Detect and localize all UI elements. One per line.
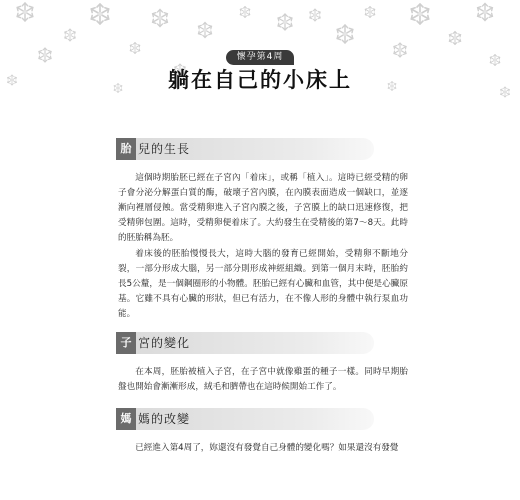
section-header-uterus-change [116,332,374,354]
paragraph: 在本周，胚胎被植入子宮，在子宮中就像雞蛋的種子一樣。同時早期胎盤也開始會漸漸形成，絨毛和臍帶也在這時候開始工作了。 [118,367,408,392]
page-title: 躺在自己的小床上 [168,68,352,92]
section-header-fetal-growth [116,138,374,160]
paragraph: 着床後的胚胎慢慢長大，這時大腦的發育已經開始，受精卵不斷地分裂，一部分形成大腦，另一部分則形成神經組織。到第一個月末時，胚胎約長5公釐，是一個鋼圈形的小物體。胚胎已經有心臟和血管，其中便是心臟原基。它雖不具有心臟的形狀，但已有活力，在不像人形的身體中執行泵血功能。 [118,249,408,319]
section-header-mother-change [116,408,374,430]
paragraph: 已經進入第4周了，妳還沒有發覺自己身體的變化嗎？如果還沒有發覺 [135,443,399,453]
section-title: 兒的生長 [138,142,191,156]
section-badge: 媽 [116,408,136,430]
week-tag: 懷孕第4周 [226,50,294,65]
section-badge: 子 [116,332,136,354]
paragraph: 這個時期胎胚已經在子宮內「着床」，或稱「植入」。這時已經受精的卵子會分泌分解蛋白質的酶，破壞子宮內膜，在內膜表面造成一個缺口，並逐漸向裡層侵蝕。當受精卵進入子宮內膜之後，子宮膜上的缺口迅速修復，把受精卵包圍。這時，受精卵便着床了。大約發生在受精後的第7～8天。此時的胚胎稱為胚。 [118,173,408,243]
section-title: 宮的變化 [138,336,191,350]
section-title: 媽的改變 [138,412,191,426]
section-badge: 胎 [116,138,136,160]
